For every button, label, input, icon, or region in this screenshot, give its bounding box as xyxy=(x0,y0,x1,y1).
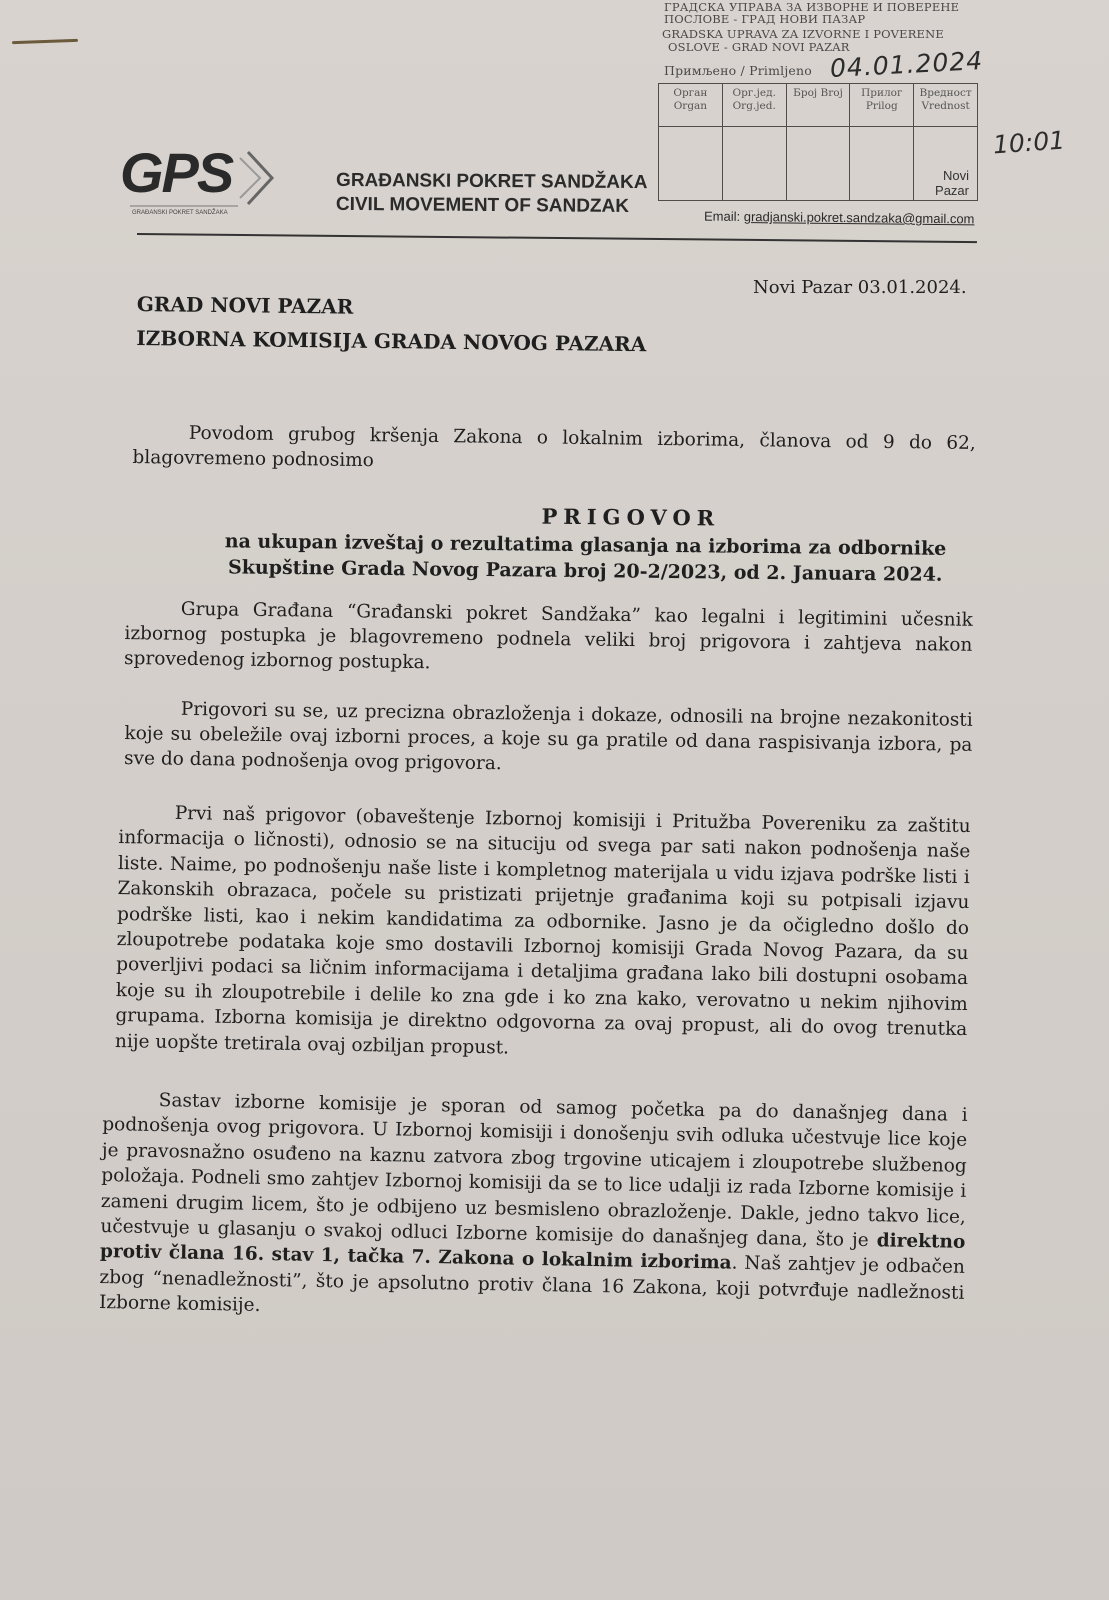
stamp-col-prilog: Прилог Prilog xyxy=(850,84,914,127)
stamp-line-2: ПОСЛОВЕ - ГРАД НОВИ ПАЗАР xyxy=(664,12,866,26)
stamp-line-4: OSLOVE - GRAD NOVI PAZAR xyxy=(668,40,850,54)
stamp-cell xyxy=(850,127,914,201)
intro-text: Povodom grubog kršenja Zakona o lokalnim izborima, članova od 9 do 62, blagovremeno podnosimo xyxy=(132,422,976,472)
email-address: gradjanski.pokret.sandzaka@gmail.com xyxy=(743,209,975,227)
stamp-line-3: GRADSKA UPRAVA ZA IZVORNE I POVERENE xyxy=(662,27,944,41)
received-time-handwritten: 10:01 xyxy=(992,125,1066,160)
org-name-english: CIVIL MOVEMENT OF SANDZAK xyxy=(335,193,630,217)
letterhead-divider xyxy=(137,233,977,243)
paragraph-4-text-b: . Naš zahtjev je odbačen zbog “nenadležnosti”, što je apsolutno protiv člana 16 Zakona, koji potvrđuje nadležnosti Izborne komisije. xyxy=(98,1252,966,1317)
org-name-local: GRAĐANSKI POKRET SANDŽAKA xyxy=(336,169,648,194)
email-line xyxy=(704,209,975,227)
letter-date: Novi Pazar 03.01.2024. xyxy=(753,277,967,298)
stamp-line-1: ГРАДСКА УПРАВА ЗА ИЗВОРНЕ И ПОВЕРЕНЕ xyxy=(664,0,960,14)
paragraph-1-text: Grupa Građana “Građanski pokret Sandžaka” kao legalni i legitimini učesnik izbornog postupka je blagovremeno podnela veliki broj prigovora i zahtjeva nakon sprovedenog izbornog postupka. xyxy=(123,598,973,674)
margin-mark xyxy=(12,39,78,44)
stamp-col-broj: Број Broj xyxy=(786,84,850,127)
paragraph-3 xyxy=(115,800,971,1068)
stamp-place: Novi Pazar xyxy=(914,127,978,201)
gps-logo xyxy=(120,140,280,220)
stamp-received-label: Примљено / Primljeno xyxy=(664,63,812,78)
document-subtitle: na ukupan izveštaj o rezultatima glasanja na izborima za odbornike Skupštine Grada Novog Pazara broj 20-2/2023, od 2. Januara 2024. xyxy=(224,530,947,586)
document-title: PRIGOVOR xyxy=(541,503,721,531)
stamp-col-org-jed: Орг.јед. Org.jed. xyxy=(722,84,786,127)
paragraph-2 xyxy=(124,696,973,783)
email-label: Email: xyxy=(703,208,741,224)
stamp-cell xyxy=(786,127,850,201)
stamp-col-organ: Орган Organ xyxy=(659,84,723,127)
stamp-cell xyxy=(659,127,723,201)
recipient-line-2: IZBORNA KOMISIJA GRADA NOVOG PAZARA xyxy=(136,325,647,357)
paragraph-2-text: Prigovori su se, uz precizna obrazloženja i dokaze, odnosili na brojne nezakonitosti koje su obeležile ovaj izborni proces, a koje su ga pratile od dana raspisivanja izbora, pa sve do dana podnošenja ovog prigovora. xyxy=(123,698,973,775)
paragraph-4-text-a: Sastav izborne komisije je sporan od samog početka pa do današnjeg dana i podnošenja ovog prigovora. U Izbornoj komisiji i donošenju svih odluka učestvuje lice koje je pravosnažno osuđeno na kaznu zatvora zbog trgovine uticajem i zloupotrebe službenog položaja. Podneli smo zahtjev Izbornoj komisiji da se to lice udalji iz rada Izborne komisije i zameni drugim licem, što je odbijeno uz besmisleno obrazloženje. Dakle, jedno takvo lice, učestvuje u glasanju o svakoj odluci Izborne komisije do današnjeg dana, što je xyxy=(100,1090,968,1252)
intro-paragraph xyxy=(132,420,976,481)
stamp-col-vrednost: Вредност Vrednost xyxy=(914,84,978,127)
logo-subtext: GRAĐANSKI POKRET SANDŽAKA xyxy=(132,210,228,216)
recipient-block xyxy=(136,287,647,361)
document-title-block xyxy=(195,500,976,588)
organization-name xyxy=(336,169,648,219)
paragraph-4-bold: direktno protiv člana 16. stav 1, tačka 7. Zakona o lokalnim izborima xyxy=(99,1230,966,1274)
paragraph-3-text: Prvi naš prigovor (obaveštenje Izbornoj komisiji i Pritužba Povereniku za zaštitu informacija o ličnosti), odnosio se na situciju od svega par sati nakon podnošenja naše liste. Naime, po podnošenju naše liste i kompletnog materijala u vidu izjava podrške listi i Zakonskih obrazaca, počele su pristizati prijetnje građanima koji su potpisali izjavu podrške listi, kao i nekim kandidatima za odbornike. Jasno je da očigledno došlo do zloupotrebe podataka koje smo dostavili Izbornoj komisiji Grada Novog Pazara, da su poverljivi podaci sa ličnim informacijama i detaljima građana lako bili dostupni osobama koje su ih zloupotrebile i delile ko zna gde i ko zna kako, verovatno u nekim njihovim grupama. Izborna komisija je direktno odgovorna za ovaj propust, ali do ovog trenutka nije uopšte tretirala ovaj ozbiljan propust. xyxy=(114,802,971,1059)
stamp-cell xyxy=(722,127,786,201)
stamp-table xyxy=(658,83,978,201)
paragraph-1 xyxy=(124,596,973,683)
logo-text: GPS xyxy=(120,141,233,204)
paragraph-4 xyxy=(99,1087,968,1331)
stamp-received-date: 04.01.2024 xyxy=(829,46,984,83)
received-stamp xyxy=(660,0,982,206)
recipient-line-1: GRAD NOVI PAZAR xyxy=(136,291,354,319)
